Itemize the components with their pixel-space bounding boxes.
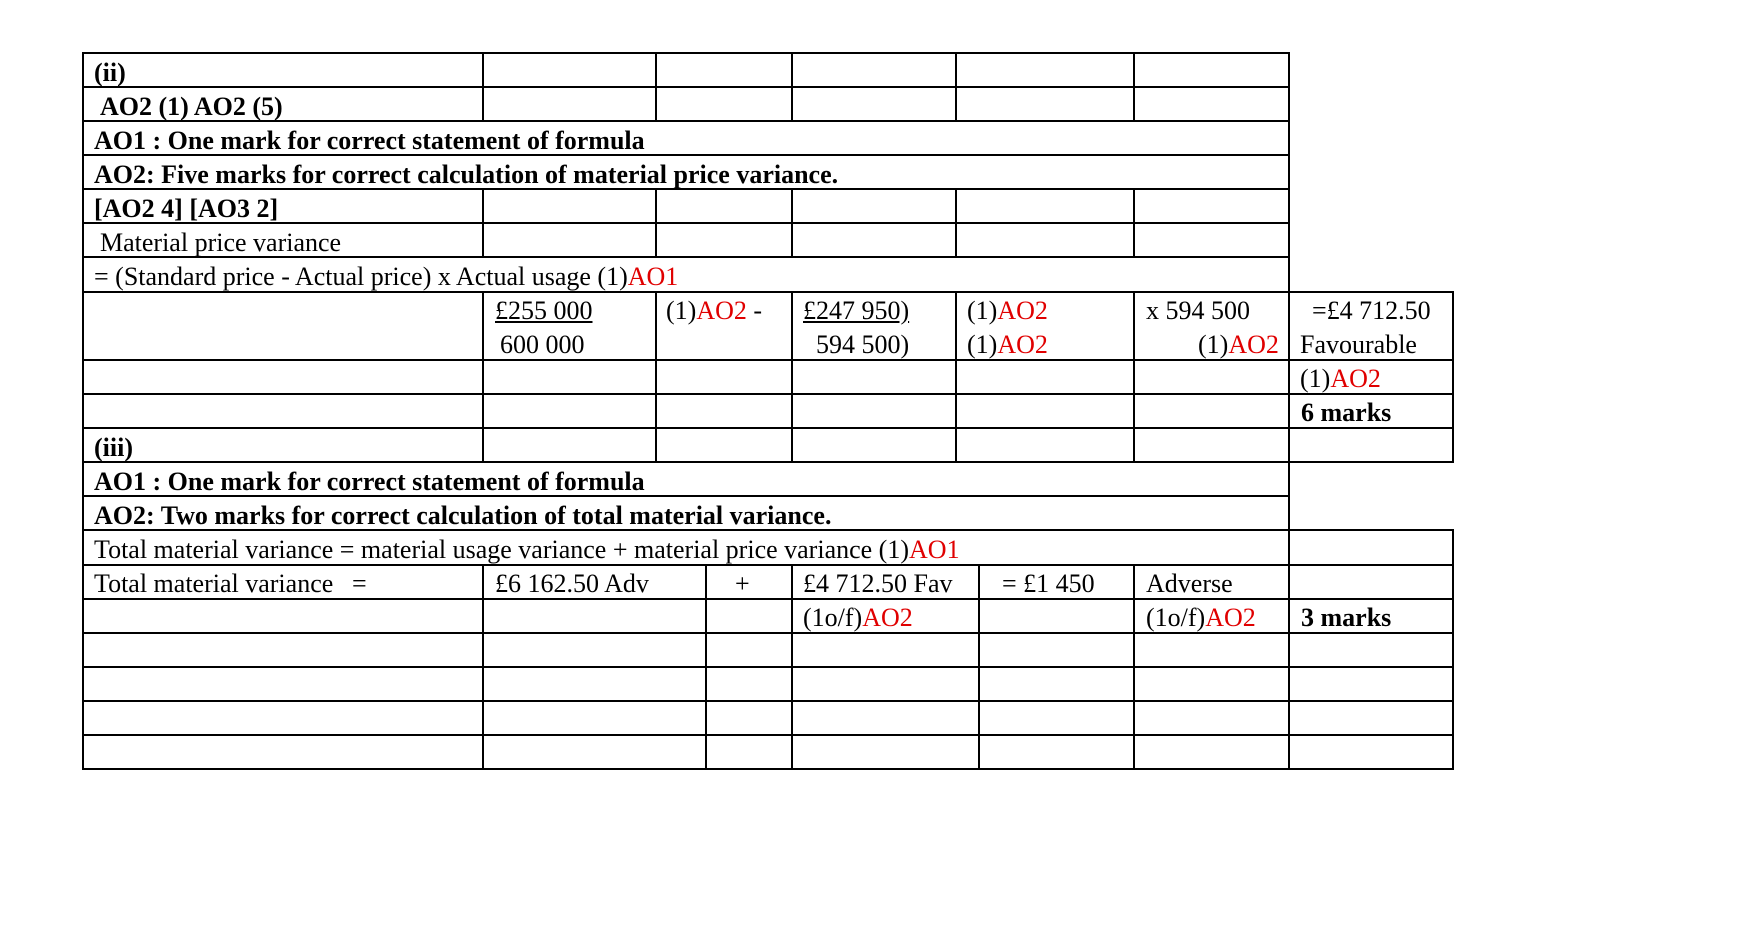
result-mark: [1300, 364, 1381, 394]
rule: [1452, 529, 1454, 770]
standard-price-denominator: 600 000: [500, 330, 585, 359]
rule: [1452, 291, 1454, 463]
mark-prefix: (1o/f): [1146, 603, 1206, 632]
price-variance-formula: [94, 262, 678, 292]
rule: [82, 734, 1454, 736]
rule: [791, 564, 793, 770]
rule: [482, 52, 484, 120]
minus-sign: -: [746, 296, 763, 325]
calc-mark-4: [1198, 330, 1279, 360]
ao-tag: AO2: [1205, 603, 1256, 632]
rule: [82, 427, 1454, 429]
total-variance-result: = £1 450: [1002, 569, 1095, 598]
rule: [482, 564, 484, 770]
total-marks-ii: 6 marks: [1301, 398, 1392, 427]
ao-tag: AO2: [1228, 330, 1279, 359]
equals-sign: =: [352, 569, 367, 598]
total-variance-formula: [94, 535, 960, 565]
rule: [482, 188, 484, 256]
rule: [82, 700, 1454, 702]
rule: [82, 666, 1454, 668]
rule: [1288, 291, 1290, 463]
rule: [955, 188, 957, 256]
mark-prefix: (1): [666, 296, 697, 325]
rule: [655, 52, 657, 120]
ao-tag: AO2: [997, 330, 1048, 359]
rule: [82, 52, 84, 770]
usage-variance-value: £6 162.50 Adv: [495, 569, 649, 598]
rule: [655, 291, 657, 463]
price-variance-result: =£4 712.50: [1312, 296, 1431, 325]
ao-weighting: [AO2 4] [AO3 2]: [94, 194, 279, 223]
rule: [955, 291, 957, 463]
rule: [791, 52, 793, 120]
total-marks-iii: 3 marks: [1301, 603, 1392, 632]
rule: [791, 188, 793, 256]
variance-heading: Material price variance: [100, 228, 342, 257]
total-variance-direction: Adverse: [1146, 569, 1233, 598]
result-direction: Favourable: [1300, 330, 1417, 359]
rule: [82, 52, 1290, 54]
rule: [482, 291, 484, 463]
price-variance-value: £4 712.50 Fav: [803, 569, 953, 598]
rule: [82, 461, 1454, 463]
mark-prefix: (1): [1300, 364, 1331, 393]
rule: [1133, 188, 1135, 256]
rule: [1133, 564, 1135, 770]
rule: [1133, 291, 1135, 463]
rule: [655, 188, 657, 256]
rule: [82, 768, 1454, 770]
ao2-description: AO2: Five marks for correct calculation of material price variance.: [94, 160, 839, 189]
ao1-description-iii: AO1 : One mark for correct statement of formula: [94, 467, 645, 496]
rule: [791, 291, 793, 463]
rule: [1133, 52, 1135, 120]
formula-text: = (Standard price - Actual price) x Actual usage (1): [94, 262, 628, 291]
rule: [955, 52, 957, 120]
standard-price-numerator: £255 000: [495, 296, 593, 325]
calc-mark-3: [967, 330, 1048, 360]
actual-price-numerator: £247 950): [803, 296, 910, 325]
ao-tag: AO2: [997, 296, 1048, 325]
section-label-iii: (iii): [94, 433, 133, 462]
rule: [1288, 529, 1290, 770]
ao2-description-iii: AO2: Two marks for correct calculation of total material variance.: [94, 501, 832, 530]
rule: [1288, 461, 1290, 531]
rule: [978, 564, 980, 770]
rule: [705, 564, 707, 770]
formula-text: Total material variance = material usage variance + material price variance (1): [94, 535, 910, 564]
calc-mark-iii-2: [1146, 603, 1256, 633]
plus-sign: +: [735, 569, 750, 598]
ao1-description: AO1 : One mark for correct statement of formula: [94, 126, 645, 155]
calc-mark-iii-1: [803, 603, 913, 633]
section-label-ii: (ii): [94, 58, 126, 87]
rule: [82, 86, 1290, 88]
ao-tag: AO2: [696, 296, 747, 325]
ao-tag: AO1: [627, 262, 679, 291]
ao-tag: AO2: [1330, 364, 1381, 393]
total-variance-label: Total material variance: [94, 569, 334, 598]
mark-prefix: (1): [967, 296, 998, 325]
actual-price-denominator: 594 500): [816, 330, 910, 359]
ao-split: AO2 (1) AO2 (5): [100, 92, 283, 121]
ao-tag: AO1: [909, 535, 960, 564]
mark-prefix: (1): [1198, 330, 1229, 359]
ao-tag: AO2: [862, 603, 913, 632]
mark-prefix: (1o/f): [803, 603, 863, 632]
actual-usage-multiplier: x 594 500: [1146, 296, 1250, 325]
mark-prefix: (1): [967, 330, 998, 359]
calc-mark-2: [967, 296, 1048, 326]
calc-mark-1: [666, 296, 762, 326]
rule: [1288, 52, 1290, 291]
rule: [82, 393, 1454, 395]
